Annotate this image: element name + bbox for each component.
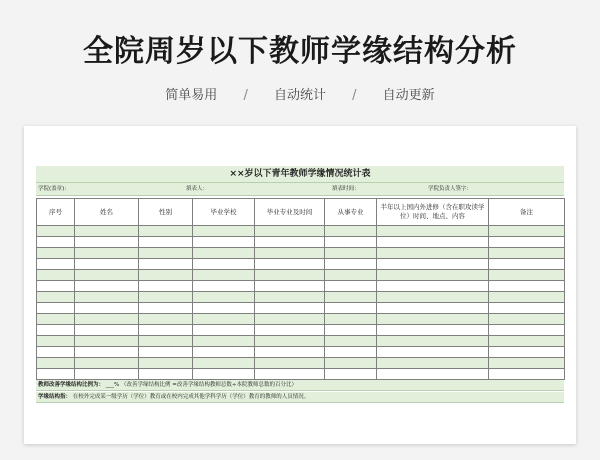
table-cell[interactable] — [489, 259, 565, 270]
table-cell[interactable] — [139, 226, 193, 237]
feature-auto-stat: 自动统计 — [273, 88, 326, 103]
table-cell[interactable] — [325, 325, 377, 336]
table-cell[interactable] — [37, 314, 75, 325]
table-cell[interactable] — [37, 226, 75, 237]
table-cell[interactable] — [489, 226, 565, 237]
table-cell[interactable] — [193, 259, 255, 270]
table-cell[interactable] — [325, 314, 377, 325]
table-cell[interactable] — [255, 248, 325, 259]
table-cell[interactable] — [325, 358, 377, 369]
table-cell[interactable] — [255, 325, 325, 336]
table-cell[interactable] — [193, 303, 255, 314]
table-row — [37, 325, 565, 336]
table-cell[interactable] — [377, 358, 489, 369]
table-cell[interactable] — [325, 303, 377, 314]
table-cell[interactable] — [325, 336, 377, 347]
ratio-note-blank: ___% — [105, 382, 120, 388]
table-cell[interactable] — [75, 281, 139, 292]
table-cell[interactable] — [255, 347, 325, 358]
table-cell[interactable] — [255, 336, 325, 347]
table-cell[interactable] — [139, 347, 193, 358]
table-cell[interactable] — [377, 226, 489, 237]
table-cell[interactable] — [325, 347, 377, 358]
form-title: ××岁以下青年教师学缘情况统计表 — [36, 166, 564, 182]
table-cell[interactable] — [489, 292, 565, 303]
table-cell[interactable] — [139, 259, 193, 270]
table-cell[interactable] — [193, 237, 255, 248]
table-cell[interactable] — [325, 226, 377, 237]
column-header: 从事专业 — [325, 199, 377, 226]
table-cell[interactable] — [37, 303, 75, 314]
feature-separator: / — [243, 88, 248, 103]
table-cell[interactable] — [193, 314, 255, 325]
table-cell[interactable] — [139, 358, 193, 369]
table-cell[interactable] — [37, 248, 75, 259]
table-cell[interactable] — [489, 237, 565, 248]
table-row — [37, 226, 565, 237]
definition-note — [36, 392, 564, 403]
table-row — [37, 347, 565, 358]
table-row — [37, 303, 565, 314]
table-cell[interactable] — [75, 292, 139, 303]
table-cell[interactable] — [489, 336, 565, 347]
table-row — [37, 259, 565, 270]
table-row — [37, 292, 565, 303]
table-cell[interactable] — [377, 336, 489, 347]
table-cell[interactable] — [489, 270, 565, 281]
column-header: 姓名 — [75, 199, 139, 226]
table-row — [37, 270, 565, 281]
column-header: 备注 — [489, 199, 565, 226]
table-cell[interactable] — [193, 248, 255, 259]
table-cell[interactable] — [377, 281, 489, 292]
table-cell[interactable] — [377, 369, 489, 380]
table-cell[interactable] — [75, 325, 139, 336]
table-cell[interactable] — [37, 237, 75, 248]
column-header: 毕业专业及时间 — [255, 199, 325, 226]
table-cell[interactable] — [75, 303, 139, 314]
table-cell[interactable] — [377, 347, 489, 358]
table-cell[interactable] — [193, 369, 255, 380]
table-cell[interactable] — [255, 281, 325, 292]
table-cell[interactable] — [75, 358, 139, 369]
hero-title: 全院周岁以下教师学缘结构分析 — [83, 34, 517, 69]
table-cell[interactable] — [139, 281, 193, 292]
ratio-note — [36, 380, 564, 391]
table-cell[interactable] — [377, 248, 489, 259]
table-cell[interactable] — [325, 248, 377, 259]
column-header: 半年以上国内外进修（含在职攻读学位）时间、地点、内容 — [377, 199, 489, 226]
table-cell[interactable] — [325, 281, 377, 292]
column-header: 毕业学校 — [193, 199, 255, 226]
table-cell[interactable] — [255, 259, 325, 270]
table-cell[interactable] — [75, 314, 139, 325]
table-cell[interactable] — [255, 358, 325, 369]
table-cell[interactable] — [75, 248, 139, 259]
table-cell[interactable] — [37, 292, 75, 303]
table-cell[interactable] — [75, 347, 139, 358]
table-cell[interactable] — [377, 325, 489, 336]
table-row — [37, 237, 565, 248]
table-cell[interactable] — [75, 237, 139, 248]
table-cell[interactable] — [37, 336, 75, 347]
table-row — [37, 336, 565, 347]
table-cell[interactable] — [37, 259, 75, 270]
table-cell[interactable] — [377, 303, 489, 314]
table-cell[interactable] — [193, 226, 255, 237]
table-cell[interactable] — [37, 358, 75, 369]
table-cell[interactable] — [193, 270, 255, 281]
date-label: 填表时间： — [332, 186, 360, 192]
college-label: 学院(盖章)： — [38, 186, 70, 192]
table-cell[interactable] — [193, 358, 255, 369]
table-cell[interactable] — [325, 237, 377, 248]
table-cell[interactable] — [193, 281, 255, 292]
filler-label: 填表人： — [186, 186, 209, 192]
feature-list — [0, 84, 600, 103]
table-header-row — [37, 199, 565, 226]
table-row — [37, 358, 565, 369]
table-cell[interactable] — [489, 347, 565, 358]
table-cell[interactable] — [193, 325, 255, 336]
table-cell[interactable] — [37, 347, 75, 358]
column-header: 序号 — [37, 199, 75, 226]
ratio-note-text: （改善学缘结构比例 =改善学缘结构教师总数÷本院教师总数的百分比） — [121, 382, 297, 388]
table-cell[interactable] — [139, 248, 193, 259]
table-cell[interactable] — [377, 237, 489, 248]
teacher-table — [36, 198, 565, 380]
table-cell[interactable] — [325, 292, 377, 303]
table-cell[interactable] — [325, 259, 377, 270]
table-row — [37, 314, 565, 325]
table-cell[interactable] — [75, 270, 139, 281]
table-cell[interactable] — [75, 336, 139, 347]
table-cell[interactable] — [377, 259, 489, 270]
table-cell[interactable] — [489, 369, 565, 380]
table-cell[interactable] — [255, 292, 325, 303]
ratio-note-label: 教师改善学缘结构比例为： — [38, 382, 105, 388]
leader-label: 学院负责人签字： — [428, 186, 473, 192]
spreadsheet-preview — [24, 126, 576, 444]
column-header: 性别 — [139, 199, 193, 226]
table-cell[interactable] — [255, 270, 325, 281]
table-cell[interactable] — [139, 270, 193, 281]
table-cell[interactable] — [489, 325, 565, 336]
table-cell[interactable] — [139, 336, 193, 347]
table-cell[interactable] — [139, 369, 193, 380]
table-cell[interactable] — [377, 292, 489, 303]
table-row — [37, 369, 565, 380]
table-cell[interactable] — [139, 303, 193, 314]
table-cell[interactable] — [255, 314, 325, 325]
table-cell[interactable] — [37, 325, 75, 336]
table-cell[interactable] — [325, 270, 377, 281]
table-cell[interactable] — [75, 259, 139, 270]
table-cell[interactable] — [489, 303, 565, 314]
table-cell[interactable] — [139, 314, 193, 325]
form-info-row — [36, 182, 564, 196]
table-cell[interactable] — [193, 347, 255, 358]
definition-note-label: 学缘结构指： — [38, 394, 72, 400]
table-cell[interactable] — [489, 358, 565, 369]
table-cell[interactable] — [325, 369, 377, 380]
table-cell[interactable] — [37, 270, 75, 281]
definition-note-text: 在校外完成某一级学历（学位）教育或在校内完成其他学科学历（学位）教育的教师的人员情况。 — [72, 394, 310, 400]
table-cell[interactable] — [255, 226, 325, 237]
feature-easy: 简单易用 — [165, 88, 218, 103]
table-row — [37, 248, 565, 259]
table-cell[interactable] — [255, 237, 325, 248]
table-cell[interactable] — [37, 369, 75, 380]
table-cell[interactable] — [139, 325, 193, 336]
table-cell[interactable] — [489, 281, 565, 292]
table-cell[interactable] — [255, 303, 325, 314]
feature-auto-update: 自动更新 — [382, 88, 435, 103]
table-cell[interactable] — [75, 369, 139, 380]
feature-separator: / — [352, 88, 357, 103]
table-cell[interactable] — [139, 292, 193, 303]
table-cell[interactable] — [377, 314, 489, 325]
table-cell[interactable] — [139, 237, 193, 248]
table-cell[interactable] — [377, 270, 489, 281]
table-cell[interactable] — [489, 248, 565, 259]
table-cell[interactable] — [75, 226, 139, 237]
table-cell[interactable] — [193, 292, 255, 303]
table-row — [37, 281, 565, 292]
table-cell[interactable] — [489, 314, 565, 325]
table-cell[interactable] — [255, 369, 325, 380]
table-cell[interactable] — [37, 281, 75, 292]
table-cell[interactable] — [193, 336, 255, 347]
